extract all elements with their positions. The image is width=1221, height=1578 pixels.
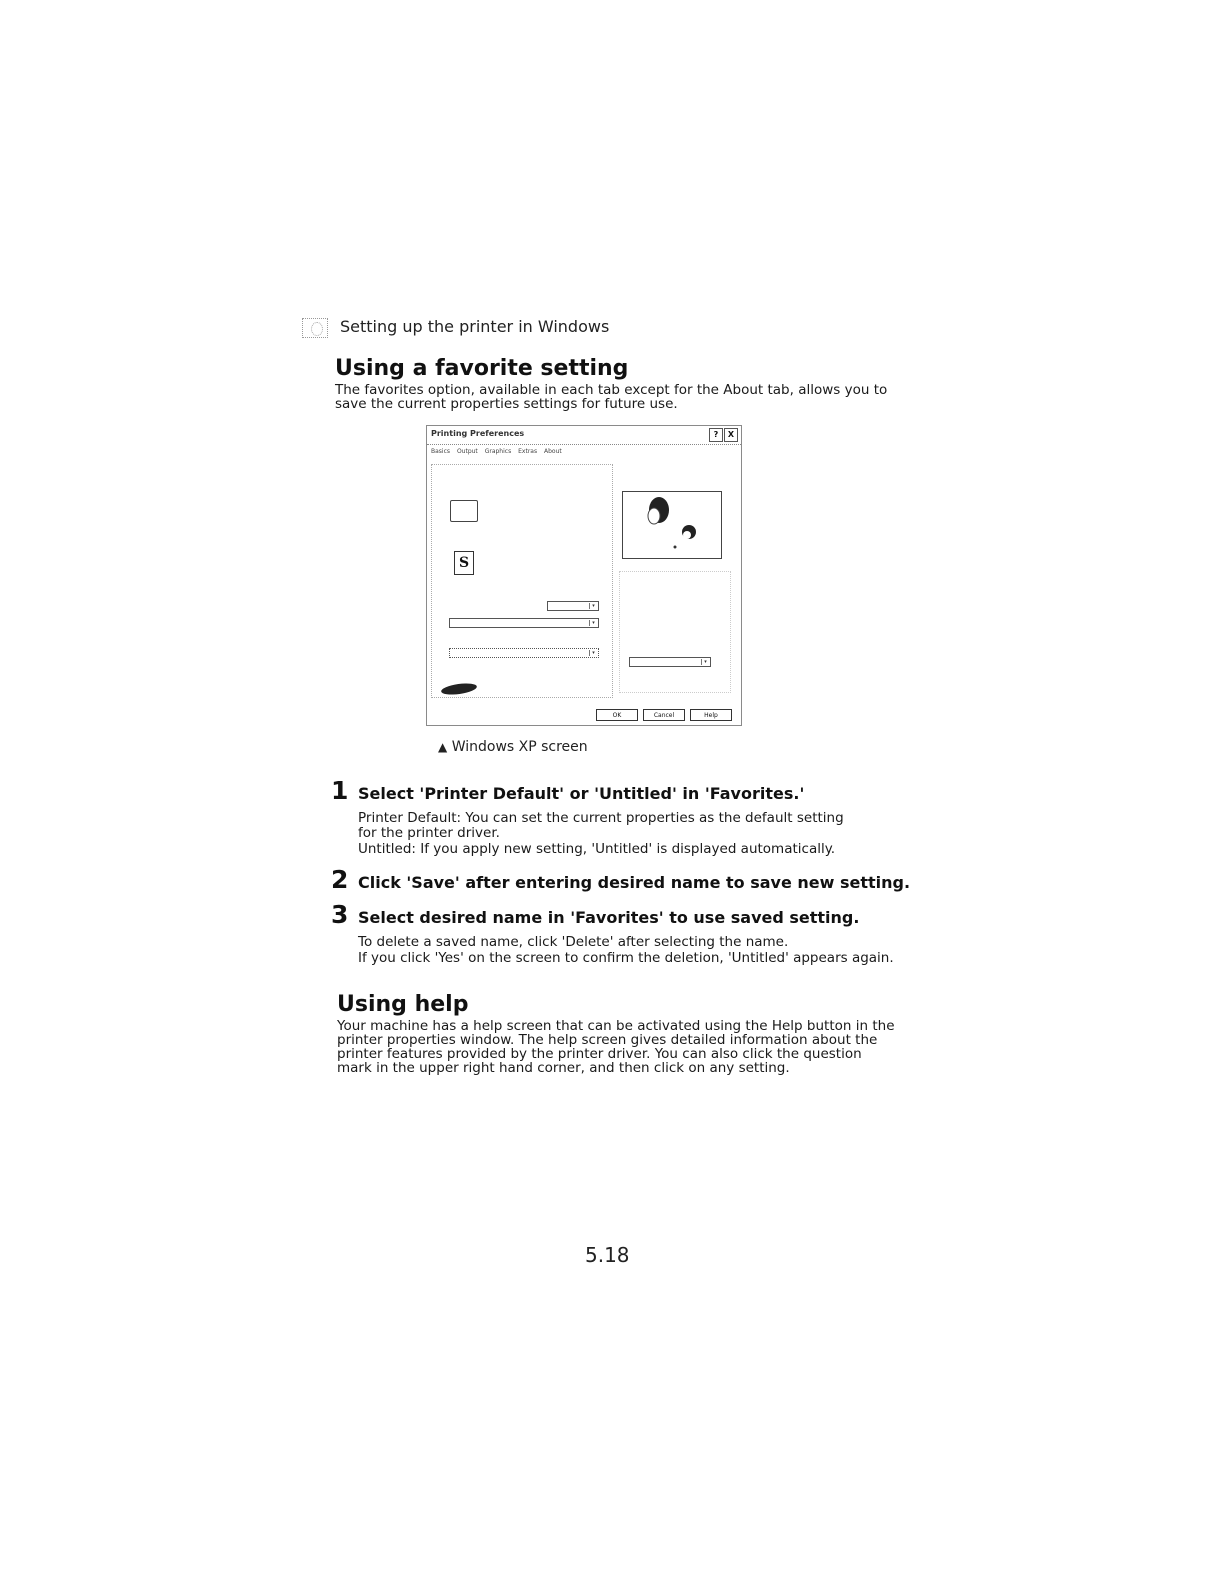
dialog-tabs	[431, 448, 567, 455]
info-group	[619, 571, 731, 693]
section-icon	[302, 318, 328, 338]
help-button: Help	[690, 709, 732, 721]
favorite-heading: Using a favorite setting	[335, 356, 629, 381]
dialog-titlebar	[427, 426, 741, 445]
section-title: Setting up the printer in Windows	[340, 317, 610, 336]
paper-combo	[449, 618, 599, 628]
step-2-number: 2	[331, 865, 349, 894]
chevron-down-icon: ▾	[589, 603, 597, 609]
favorite-intro-line2: save the current properties settings for future use.	[335, 396, 678, 412]
ok-button: OK	[596, 709, 638, 721]
triangle-up-icon: ▲	[438, 740, 448, 754]
step-1-heading: Select 'Printer Default' or 'Untitled' in 'Favorites.'	[358, 784, 805, 803]
cancel-button: Cancel	[643, 709, 685, 721]
step-3-line2: If you click 'Yes' on the screen to confirm the deletion, 'Untitled' appears again.	[358, 950, 894, 966]
step-2-heading: Click 'Save' after entering desired name to save new setting.	[358, 873, 911, 892]
tab-about: About	[544, 448, 562, 455]
page-number: 5.18	[585, 1243, 630, 1267]
help-line2: printer properties window. The help screen gives detailed information about the	[337, 1032, 878, 1048]
help-question-icon: ?	[709, 428, 723, 442]
screenshot-caption	[438, 739, 588, 755]
orientation-paper-icon	[450, 500, 478, 522]
help-line4: mark in the upper right hand corner, and then click on any setting.	[337, 1060, 790, 1076]
chevron-down-icon: ▾	[701, 659, 709, 665]
step-1-number: 1	[331, 776, 349, 805]
step-1-line3: Untitled: If you apply new setting, 'Untitled' is displayed automatically.	[358, 841, 836, 857]
preview-image	[622, 491, 722, 559]
caption-text: Windows XP screen	[451, 739, 588, 755]
step-3-heading: Select desired name in 'Favorites' to use saved setting.	[358, 908, 860, 927]
favorites-combo	[629, 657, 711, 667]
chevron-down-icon: ▾	[589, 620, 597, 626]
tab-basics: Basics	[431, 448, 451, 455]
type-combo	[449, 648, 599, 658]
tab-graphics: Graphics	[484, 448, 512, 455]
help-line1: Your machine has a help screen that can be activated using the Help button in the	[337, 1018, 895, 1034]
printing-preferences-screenshot	[426, 425, 742, 726]
help-heading: Using help	[337, 992, 469, 1017]
close-icon: X	[724, 428, 738, 442]
step-1-line1: Printer Default: You can set the current properties as the default setting	[358, 810, 844, 826]
tab-output: Output	[456, 448, 478, 455]
chevron-down-icon: ▾	[589, 650, 597, 656]
step-3-line1: To delete a saved name, click 'Delete' after selecting the name.	[358, 934, 789, 950]
step-1-line2: for the printer driver.	[358, 825, 500, 841]
quality-s-icon: S	[454, 551, 474, 575]
step-3-number: 3	[331, 900, 349, 929]
dialog-title: Printing Preferences	[431, 429, 525, 438]
tab-extras: Extras	[518, 448, 538, 455]
help-line3: printer features provided by the printer driver. You can also click the question	[337, 1046, 862, 1062]
preview-photo	[623, 492, 721, 558]
favorite-intro-line1: The favorites option, available in each tab except for the About tab, allows you to	[335, 382, 888, 398]
size-combo	[547, 601, 599, 611]
